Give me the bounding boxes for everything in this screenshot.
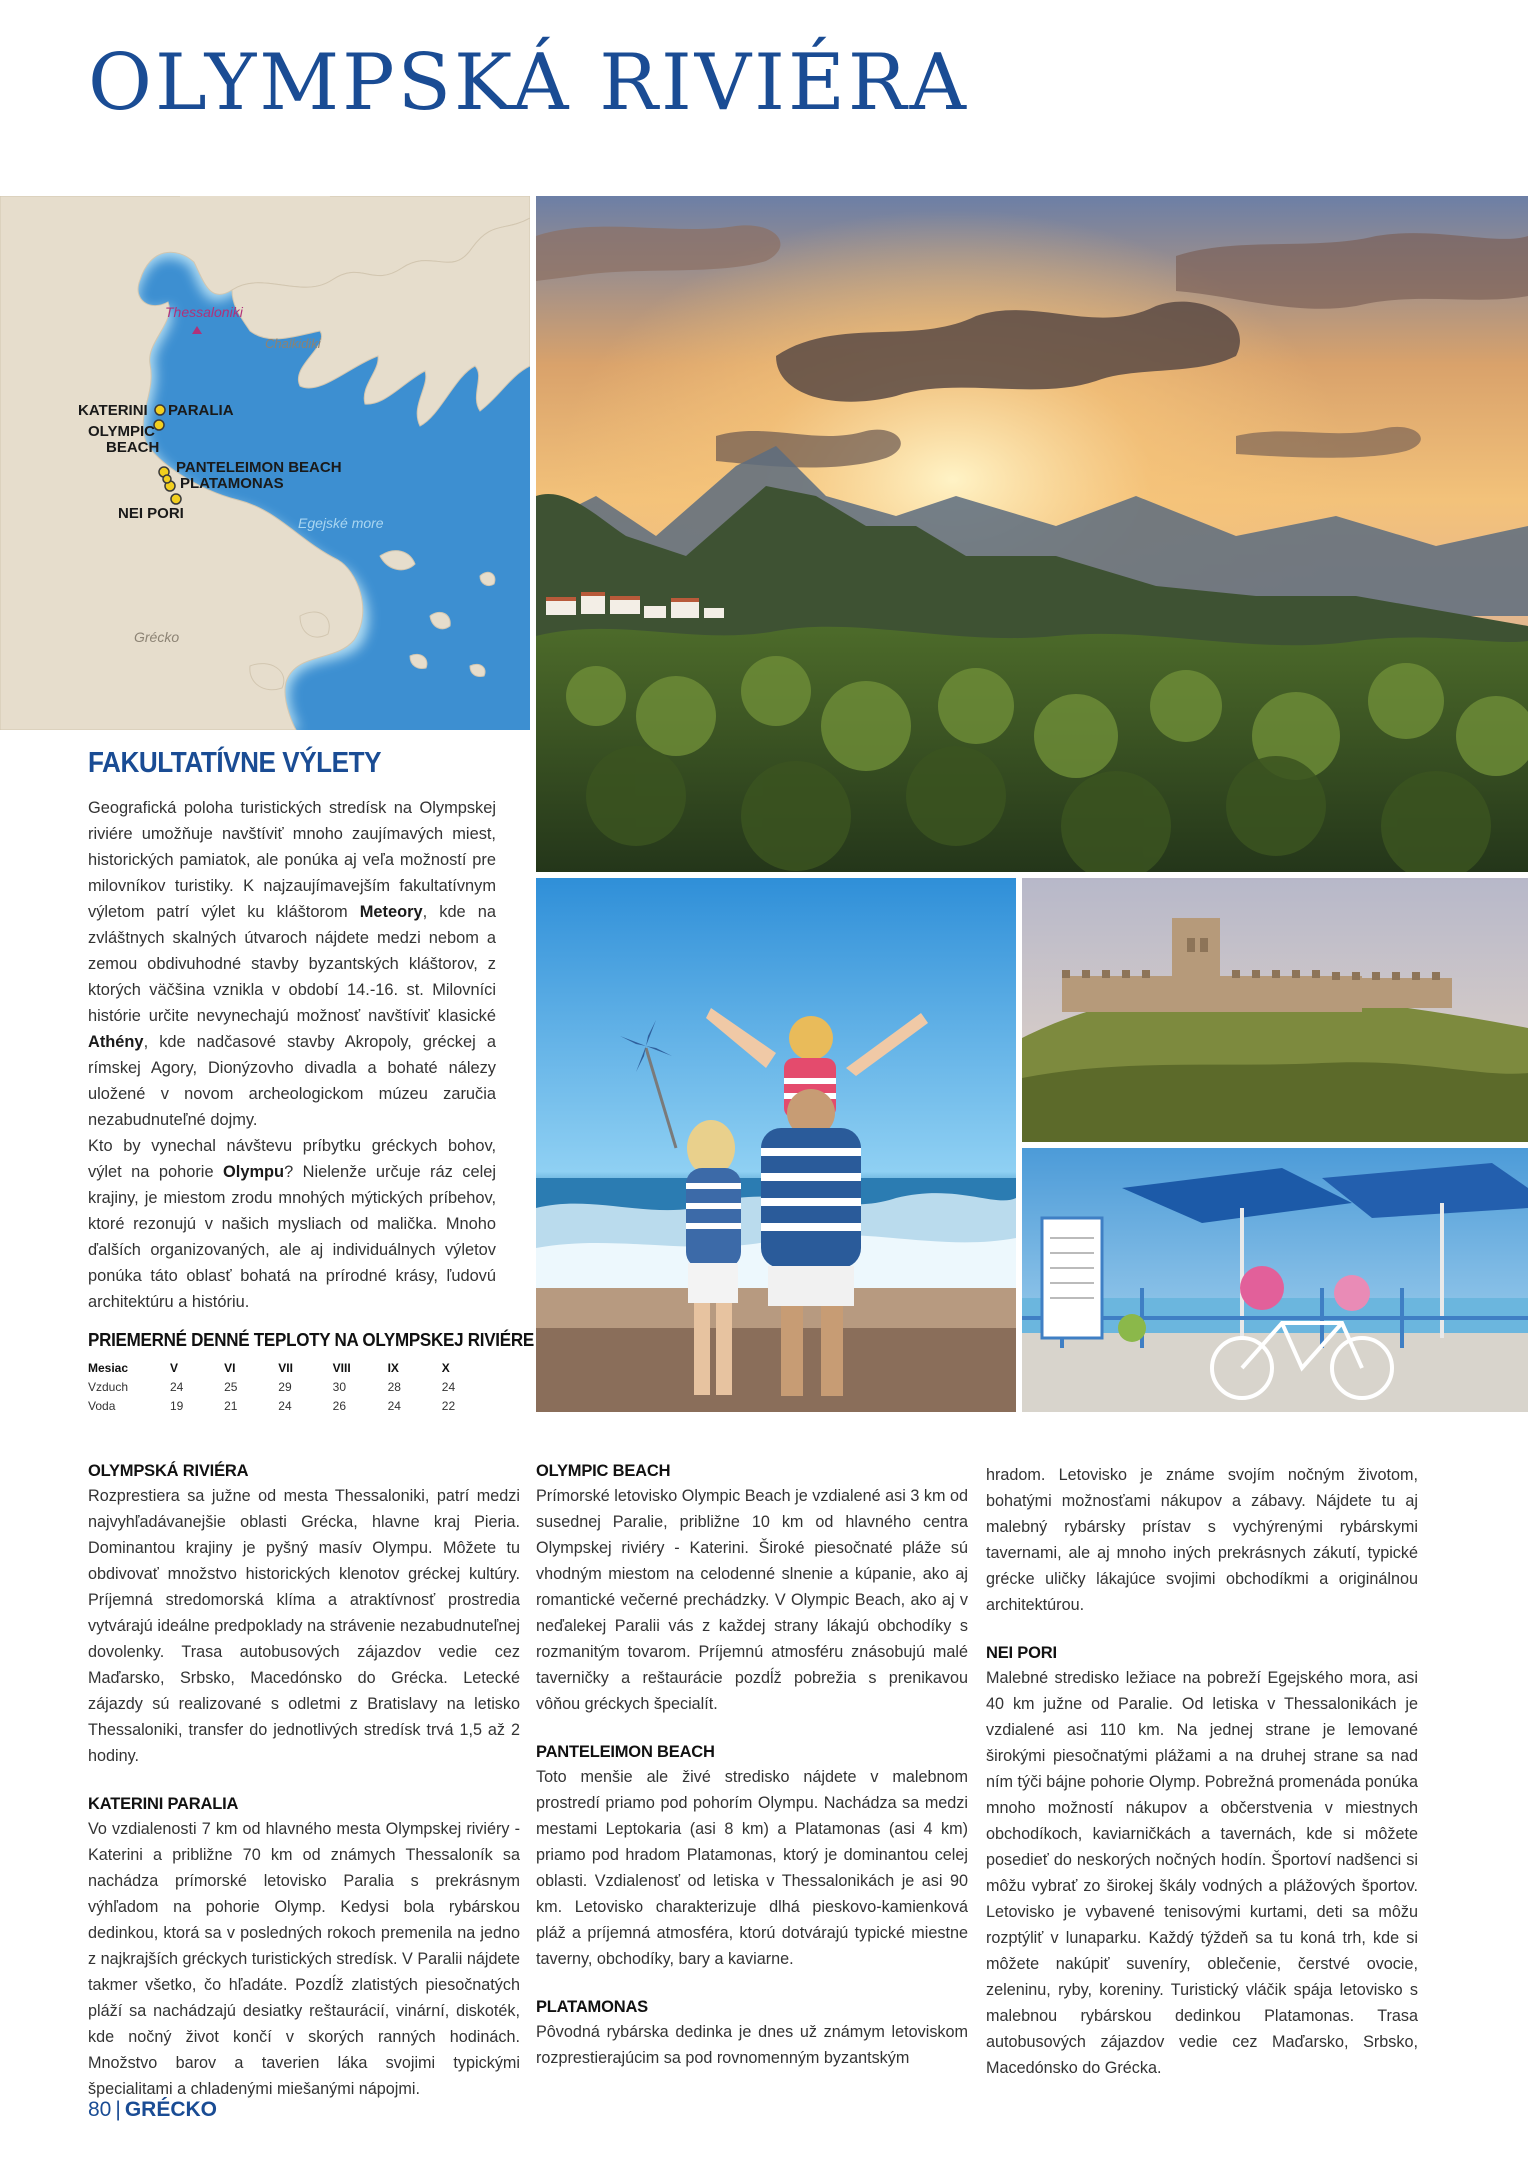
map-label-olympic: OLYMPIC: [88, 423, 155, 440]
temperatures-table: [88, 1358, 496, 1415]
col3-text-platamonas-cont: hradom. Letovisko je známe svojím nočným životom, bohatými možnosťami nákupov a zábavy. Nájdete tu aj malebný rybársky prístav s vychýrenými rybárskymi tavernami, ale aj mnoho iných prekrásnych zákutí, typické grécke uličky lákajúce svojimi obchodíkmi a originálnou architektúrou.: [986, 1466, 1418, 1614]
excursions-paragraph-2: Kto by vynechal návštevu príbytku gréckych bohov, výlet na pohorie Olympu? Nielenže určuje ráz celej krajiny, je miestom zrodu mnohých mýtických príbehov, ktoré rezonujú v našich mysliach od malička. Mnoho ďalších organizovaných, ale aj individuálnych výletov ponúka táto oblasť bohatá na prírodné krásy, ľudovú architektúru a históriu.: [88, 1137, 496, 1311]
col1-text-olympska-riviera: Rozprestiera sa južne od mesta Thessaloniki, patrí medzi najvyhľadávanejšie oblasti Grécka, hlavne kraj Pieria. Dominantou krajiny je pyšný masív Olympu. Môžete tu obdivovať množstvo historických klenotov gréckej kultúry. Príjemná stredomorská klíma a atraktívnosť prostredia vytvárajú ideálne predpoklady na strávenie nezabudnuteľnej dovolenky. Trasa autobusových zájazdov vedie cez Maďarsko, Srbsko, Macedónsko do Grécka. Letecké zájazdy sú realizované s odletmi z Bratislavy na letisko Thessaloniki, transfer do jednotlivých stredísk trvá 1,5 až 2 hodiny.: [88, 1487, 520, 1765]
text-column-3: [986, 1462, 1418, 2081]
page-number: 80: [88, 2098, 112, 2121]
map-sea-label: Egejské more: [298, 515, 384, 531]
footer-separator: |: [115, 2098, 121, 2121]
col1-heading-katerini-paralia: KATERINI PARALIA: [88, 1795, 239, 1813]
marker-katerini-paralia: [155, 405, 165, 415]
photo-seaside-taverna: [1022, 1148, 1528, 1412]
map-label-platamonas: PLATAMONAS: [180, 475, 284, 492]
col2-heading-panteleimon: PANTELEIMON BEACH: [536, 1743, 715, 1761]
col2-text-olympic-beach: Prímorské letovisko Olympic Beach je vzdialené asi 3 km od susednej Paralie, približne 10 km od hlavného centra Olympskej riviéry - Katerini. Široké piesočnaté pláže sú vhodným miestom na celodenné slnenie a kúpanie, ako aj romantické večerné prechádzky. V Olympic Beach, ako aj v neďalekej Paralii vás z každej strany lákajú obchodíky s rozmanitým tovarom. Príjemnú atmosféru znásobujú malé taverničky a reštaurácie pozdĺž pobrežia s prenikavou vôňou gréckych špecialít.: [536, 1487, 968, 1713]
photo-olympus-sunset: [536, 196, 1528, 872]
table-row: Voda 19 21 24 26 24 22: [88, 1398, 456, 1413]
map-label-beach: BEACH: [106, 439, 160, 456]
col2-heading-olympic-beach: OLYMPIC BEACH: [536, 1462, 671, 1480]
map-region-chalkidiki: Chalkidiki: [265, 336, 321, 351]
page-title: OLYMPSKÁ RIVIÉRA: [88, 38, 969, 128]
text-column-1: [88, 1462, 520, 2102]
col3-text-nei-pori: Malebné stredisko ležiace na pobreží Egejského mora, asi 40 km južne od Paralie. Od letiska v Thessalonikách je vzdialené asi 110 km. Na jednej strane je lemované širokými piesočnatými plážami a na druhej strane sa nad ním týči bájne pohorie Olymp. Pobrežná promenáda ponúka mnoho možností nákupov a občerstvenia v miestnych obchodíkoch, kaviarničkách a tavernách, kde si môžete posedieť do neskorých nočných hodín. Športoví nadšenci si môžu vybrať zo širokej škály vodných a plážových športov. Letovisko je vybavené tenisovými kurtami, deti sa môžu rozptýliť v lunaparku. Každý týždeň sa tu koná trh, kde si môžete nakúpiť suveníry, oblečenie, čerstvé ovocie, zeleninu, ryby, koreniny. Turistický vláčik spája letovisko s malebnou rybárskou dedinkou Platamonas. Trasa autobusových zájazdov vedie cez Maďarsko, Srbsko, Macedónsko do Grécka.: [986, 1669, 1418, 2077]
excursions-text: [88, 795, 496, 1315]
map-label-paralia: PARALIA: [168, 402, 234, 419]
map-country-label: Grécko: [134, 629, 180, 645]
excursions-heading: FAKULTATÍVNE VÝLETY: [88, 747, 382, 779]
table-row: Vzduch 24 25 29 30 28 24: [88, 1379, 456, 1394]
photo-platamonas-castle: [1022, 878, 1528, 1142]
map-label-panteleimon: PANTELEIMON BEACH: [176, 459, 342, 476]
map-label-nei-pori: NEI PORI: [118, 505, 184, 522]
region-map: [0, 196, 530, 730]
temperatures-header-row: Mesiac V VI VII VIII IX X: [88, 1360, 450, 1375]
map-label-katerini: KATERINI: [78, 402, 148, 419]
col2-heading-platamonas: PLATAMONAS: [536, 1998, 648, 2016]
excursions-paragraph-1: Geografická poloha turistických stredísk na Olympskej riviére umožňuje navštíviť mnoho zaujímavých miest, historických pamiatok, ale ponúka aj veľa možností pre milovníkov turistiky. K najzaujímavejším fakultatívnym výletom patrí výlet ku kláštorom Meteory, kde na zvláštnych skalných útvaroch nájdete medzi nebom a zemou obdivuhodné stavby byzantských kláštorov, z ktorých väčšina vznikla v období 14.-16. st. Milovníci histórie určite nevynechajú možnosť navštíviť klasické Athény, kde nadčasové stavby Akropoly, gréckej a rímskej Agory, Dionýzovho divadla a bohaté nálezy uložené v novom archeologickom múzeu zaručia nezabudnuteľné dojmy.: [88, 799, 496, 1129]
map-graphic: [0, 196, 530, 730]
col3-heading-nei-pori: NEI PORI: [986, 1644, 1057, 1662]
col1-heading-olympska-riviera: OLYMPSKÁ RIVIÉRA: [88, 1462, 249, 1480]
marker-nei-pori: [171, 494, 181, 504]
col2-text-panteleimon: Toto menšie ale živé stredisko nájdete v malebnom prostredí priamo pod pohorím Olympu. Nachádza sa medzi mestami Leptokaria (asi 8 km) a Platamonas (asi 4 km) priamo pod hradom Platamonas, ktorý je dominantou celej oblasti. Vzdialenosť od letiska v Thessalonikách je asi 90 km. Letovisko charakterizuje dlhá pieskovo-kamienková pláž a príjemná atmosféra, ktorú dotvárajú typické miestne taverny, obchodíky, bary a kaviarne.: [536, 1768, 968, 1968]
footer-country: GRÉCKO: [124, 2098, 218, 2121]
page-footer: [88, 2098, 217, 2122]
photo-family-beach: [536, 878, 1016, 1412]
map-city-thessaloniki: Thessaloniki: [165, 304, 243, 320]
col1-text-katerini-paralia: Vo vzdialenosti 7 km od hlavného mesta Olympskej riviéry - Katerini a približne 70 km od známych Thessaloník sa nachádza prímorské letovisko Paralia s prekrásnym výhľadom na pohorie Olymp. Kedysi bola rybárskou dedinkou, ktorá sa v posledných rokoch premenila na jedno z najkrajších gréckych turistických stredísk. V Paralii nájdete takmer všetko, čo hľadáte. Pozdĺž zlatistých piesočnatých pláží sa nachádzajú desiatky reštaurácií, vinární, diskoték, kde nočný život končí v skorých ranných hodinách. Množstvo barov a taverien láka svojimi typickými špecialitami a chladenými miešanými nápojmi.: [88, 1820, 520, 2098]
temperatures-title: PRIEMERNÉ DENNÉ TEPLOTY NA OLYMPSKEJ RIVIÉRE: [88, 1329, 534, 1350]
text-column-2: [536, 1462, 968, 2071]
marker-olympic-beach: [154, 420, 164, 430]
col2-text-platamonas: Pôvodná rybárska dedinka je dnes už známym letoviskom rozprestierajúcim sa pod rovnomenným byzantským: [536, 2023, 968, 2067]
